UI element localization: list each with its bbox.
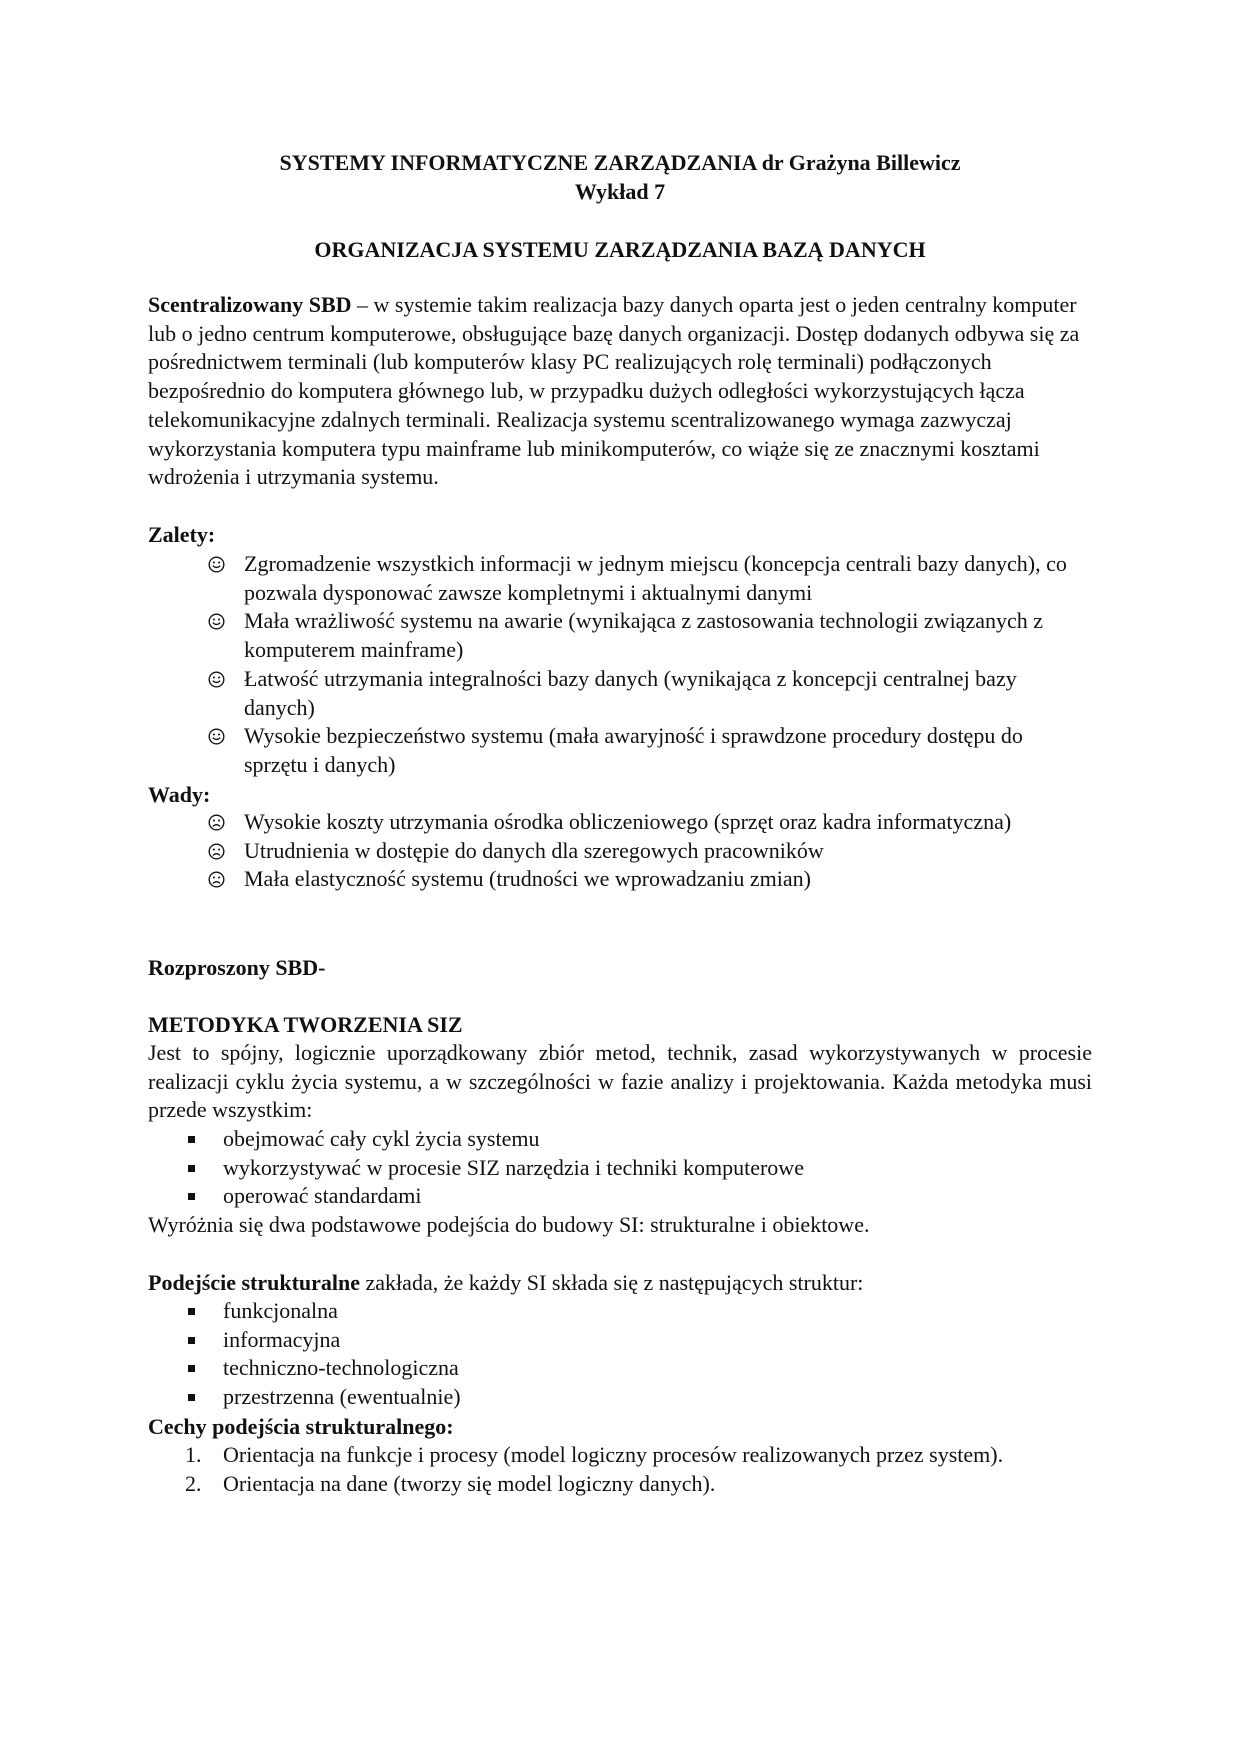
- list-item: wykorzystywać w procesie SIZ narzędzia i techniki komputerowe: [185, 1154, 1085, 1183]
- structures-list: [185, 1297, 1085, 1412]
- list-item: 1. Orientacja na funkcje i procesy (model logiczny procesów realizowanych przez system).: [185, 1441, 1093, 1470]
- structural-approach-sentence: Podejście strukturalne zakłada, że każdy SI składa się z następujących struktur:: [148, 1270, 864, 1295]
- list-item: Utrudnienia w dostępie do danych dla szeregowych pracowników: [205, 837, 1085, 866]
- list-item: Mała wrażliwość systemu na awarie (wynikająca z zastosowania technologii związanych z komputerem mainframe): [205, 607, 1085, 664]
- document-title: SYSTEMY INFORMATYCZNE ZARZĄDZANIA dr Grażyna Billewicz: [279, 150, 961, 175]
- square-bullet: [188, 1337, 195, 1344]
- structural-features-list: [185, 1441, 1093, 1498]
- disadvantages-list: [205, 808, 1085, 894]
- list-item: operować standardami: [185, 1182, 1085, 1211]
- advantages-label: Zalety:: [148, 522, 216, 547]
- smiley-face-icon: [208, 613, 225, 630]
- square-bullet: [188, 1136, 195, 1143]
- list-item: Wysokie koszty utrzymania ośrodka obliczeniowego (sprzęt oraz kadra informatyczna): [205, 808, 1085, 837]
- square-bullet: [188, 1193, 195, 1200]
- square-bullet: [188, 1365, 195, 1372]
- list-item: Zgromadzenie wszystkich informacji w jednym miejscu (koncepcja centrali bazy danych), co pozwala dysponować zawsze kompletnymi i aktualnymi danymi: [205, 550, 1085, 607]
- list-number: 2.: [185, 1470, 202, 1496]
- list-item: techniczno-technologiczna: [185, 1354, 1085, 1383]
- centralized-sbd-paragraph: [148, 291, 1092, 492]
- distributed-sbd-heading: Rozproszony SBD-: [148, 955, 326, 980]
- list-item: obejmować cały cykl życia systemu: [185, 1125, 1085, 1154]
- list-item: przestrzenna (ewentualnie): [185, 1383, 1085, 1412]
- frowning-face-icon: [208, 814, 225, 831]
- smiley-face-icon: [208, 556, 225, 573]
- square-bullet: [188, 1308, 195, 1315]
- methodology-requirements-list: [185, 1125, 1085, 1211]
- list-item: Wysokie bezpieczeństwo systemu (mała awaryjność i sprawdzone procedury dostępu do sprzętu i danych): [205, 722, 1085, 779]
- centralized-sbd-term: Scentralizowany SBD: [148, 292, 352, 317]
- centralized-sbd-definition: – w systemie takim realizacja bazy danych oparta jest o jeden centralny komputer lub o jedno centrum komputerowe, obsługujące bazę danych organizacji. Dostęp dodanych odbywa się za pośrednictwem terminali (lub komputerów klasy PC realizujących rolę terminali) podłączonych bezpośrednio do komputera głównego lub, w przypadku dużych odległości wykorzystujących łącza telekomunikacyjne zdalnych terminali. Realizacja systemu scentralizowanego wymaga zazwyczaj wykorzystania komputera typu mainframe lub minikomputerów, co wiąże się ze znacznymi kosztami wdrożenia i utrzymania systemu.: [148, 292, 1080, 490]
- square-bullet: [188, 1165, 195, 1172]
- list-item: funkcjonalna: [185, 1297, 1085, 1326]
- smiley-face-icon: [208, 671, 225, 688]
- methodology-heading: METODYKA TWORZENIA SIZ: [148, 1012, 463, 1037]
- smiley-face-icon: [208, 728, 225, 745]
- list-item: 2. Orientacja na dane (tworzy się model logiczny danych).: [185, 1470, 1093, 1499]
- structural-approach-term: Podejście strukturalne: [148, 1270, 361, 1295]
- list-item: Mała elastyczność systemu (trudności we wprowadzaniu zmian): [205, 865, 1085, 894]
- square-bullet: [188, 1394, 195, 1401]
- approaches-sentence: Wyróżnia się dwa podstawowe podejścia do budowy SI: strukturalne i obiektowe.: [148, 1212, 870, 1237]
- frowning-face-icon: [208, 843, 225, 860]
- structural-features-label: Cechy podejścia strukturalnego:: [148, 1414, 454, 1439]
- lecture-number: Wykład 7: [574, 179, 666, 204]
- methodology-paragraph: Jest to spójny, logicznie uporządkowany zbiór metod, technik, zasad wykorzystywanych w procesie realizacji cyklu życia systemu, a w szczególności w fazie analizy i projektowania. Każda metodyka musi przede wszystkim:: [148, 1040, 1092, 1123]
- section-title: ORGANIZACJA SYSTEMU ZARZĄDZANIA BAZĄ DANYCH: [314, 237, 926, 262]
- disadvantages-label: Wady:: [148, 782, 211, 807]
- frowning-face-icon: [208, 871, 225, 888]
- list-item: Łatwość utrzymania integralności bazy danych (wynikająca z koncepcji centralnej bazy danych): [205, 665, 1085, 722]
- list-item: informacyjna: [185, 1326, 1085, 1355]
- advantages-list: [205, 550, 1085, 780]
- list-number: 1.: [185, 1442, 202, 1467]
